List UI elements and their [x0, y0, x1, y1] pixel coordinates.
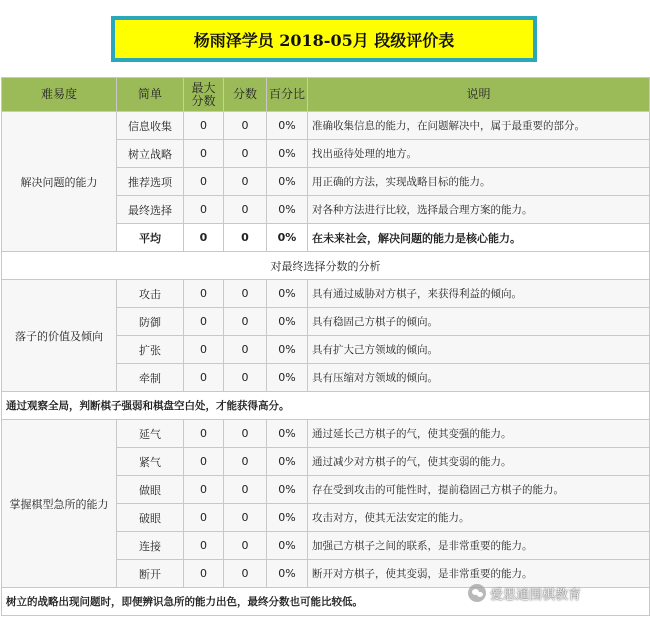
analysis-note: 对最终选择分数的分析	[2, 252, 650, 280]
title-frame	[111, 16, 537, 62]
category-move-value: 落子的价值及倾向	[2, 280, 117, 392]
max-score: 0	[184, 476, 224, 504]
max-score: 0	[184, 532, 224, 560]
header-difficulty: 难易度	[2, 78, 117, 112]
max-score: 0	[184, 504, 224, 532]
description: 具有扩大己方领域的倾向。	[308, 336, 650, 364]
header-description: 说明	[308, 78, 650, 112]
score: 0	[224, 532, 267, 560]
percent: 0%	[267, 308, 308, 336]
watermark	[468, 582, 581, 604]
score: 0	[224, 364, 267, 392]
description: 具有压缩对方领域的倾向。	[308, 364, 650, 392]
description: 对各种方法进行比较，选择最合理方案的能力。	[308, 196, 650, 224]
item-label: 推荐选项	[117, 168, 184, 196]
item-label: 破眼	[117, 504, 184, 532]
description: 找出亟待处理的地方。	[308, 140, 650, 168]
score: 0	[224, 140, 267, 168]
max-score: 0	[184, 448, 224, 476]
item-label: 断开	[117, 560, 184, 588]
max-score: 0	[184, 560, 224, 588]
percent: 0%	[267, 168, 308, 196]
item-label: 做眼	[117, 476, 184, 504]
header-row	[2, 78, 650, 112]
max-score: 0	[184, 112, 224, 140]
description: 断开对方棋子，使其变弱，是非常重要的能力。	[308, 560, 650, 588]
description: 准确收集信息的能力，在问题解决中，属于最重要的部分。	[308, 112, 650, 140]
average-description: 在未来社会，解决问题的能力是核心能力。	[308, 224, 650, 252]
header-score: 分数	[224, 78, 267, 112]
description: 存在受到攻击的可能性时，提前稳固己方棋子的能力。	[308, 476, 650, 504]
score: 0	[224, 336, 267, 364]
category-problem-solving: 解决问题的能力	[2, 112, 117, 252]
watermark-text: 爱思通围棋教育	[490, 587, 582, 603]
max-score: 0	[184, 336, 224, 364]
percent: 0%	[267, 280, 308, 308]
description: 用正确的方法，实现战略目标的能力。	[308, 168, 650, 196]
header-percent: 百分比	[267, 78, 308, 112]
average-max-score: 0	[184, 224, 224, 252]
item-label: 延气	[117, 420, 184, 448]
item-label: 连接	[117, 532, 184, 560]
percent: 0%	[267, 112, 308, 140]
summary-row	[2, 392, 650, 420]
item-label: 紧气	[117, 448, 184, 476]
average-label: 平均	[117, 224, 184, 252]
percent: 0%	[267, 560, 308, 588]
max-score: 0	[184, 308, 224, 336]
score: 0	[224, 504, 267, 532]
score: 0	[224, 560, 267, 588]
score: 0	[224, 196, 267, 224]
page-title: 杨雨泽学员 2018-05月 段级评价表	[115, 20, 533, 58]
header-max-score: 最大 分数	[184, 78, 224, 112]
description: 加强己方棋子之间的联系，是非常重要的能力。	[308, 532, 650, 560]
score: 0	[224, 476, 267, 504]
description: 具有稳固己方棋子的倾向。	[308, 308, 650, 336]
table-row	[2, 420, 650, 448]
score: 0	[224, 420, 267, 448]
table-row	[2, 280, 650, 308]
percent: 0%	[267, 504, 308, 532]
item-label: 树立战略	[117, 140, 184, 168]
percent: 0%	[267, 420, 308, 448]
description: 通过延长己方棋子的气，使其变强的能力。	[308, 420, 650, 448]
wechat-icon	[468, 584, 486, 602]
table-row	[2, 112, 650, 140]
section2-summary: 通过观察全局，判断棋子强弱和棋盘空白处，才能获得高分。	[2, 392, 650, 420]
max-score: 0	[184, 168, 224, 196]
score: 0	[224, 280, 267, 308]
percent: 0%	[267, 140, 308, 168]
max-score: 0	[184, 364, 224, 392]
analysis-note-row	[2, 252, 650, 280]
header-item: 简单	[117, 78, 184, 112]
item-label: 扩张	[117, 336, 184, 364]
percent: 0%	[267, 336, 308, 364]
percent: 0%	[267, 532, 308, 560]
score: 0	[224, 448, 267, 476]
percent: 0%	[267, 476, 308, 504]
item-label: 防御	[117, 308, 184, 336]
description: 攻击对方，使其无法安定的能力。	[308, 504, 650, 532]
average-percent: 0%	[267, 224, 308, 252]
score: 0	[224, 112, 267, 140]
average-score: 0	[224, 224, 267, 252]
description: 通过减少对方棋子的气，使其变弱的能力。	[308, 448, 650, 476]
percent: 0%	[267, 448, 308, 476]
section3-summary: 树立的战略出现问题时，即便辨识急所的能力出色，最终分数也可能比较低。	[2, 588, 650, 616]
item-label: 信息收集	[117, 112, 184, 140]
percent: 0%	[267, 364, 308, 392]
max-score: 0	[184, 280, 224, 308]
score: 0	[224, 168, 267, 196]
max-score: 0	[184, 140, 224, 168]
score: 0	[224, 308, 267, 336]
evaluation-table	[1, 77, 650, 616]
category-vital-points: 掌握棋型急所的能力	[2, 420, 117, 588]
item-label: 攻击	[117, 280, 184, 308]
percent: 0%	[267, 196, 308, 224]
item-label: 最终选择	[117, 196, 184, 224]
max-score: 0	[184, 196, 224, 224]
max-score: 0	[184, 420, 224, 448]
description: 具有通过威胁对方棋子，来获得利益的倾向。	[308, 280, 650, 308]
item-label: 牵制	[117, 364, 184, 392]
